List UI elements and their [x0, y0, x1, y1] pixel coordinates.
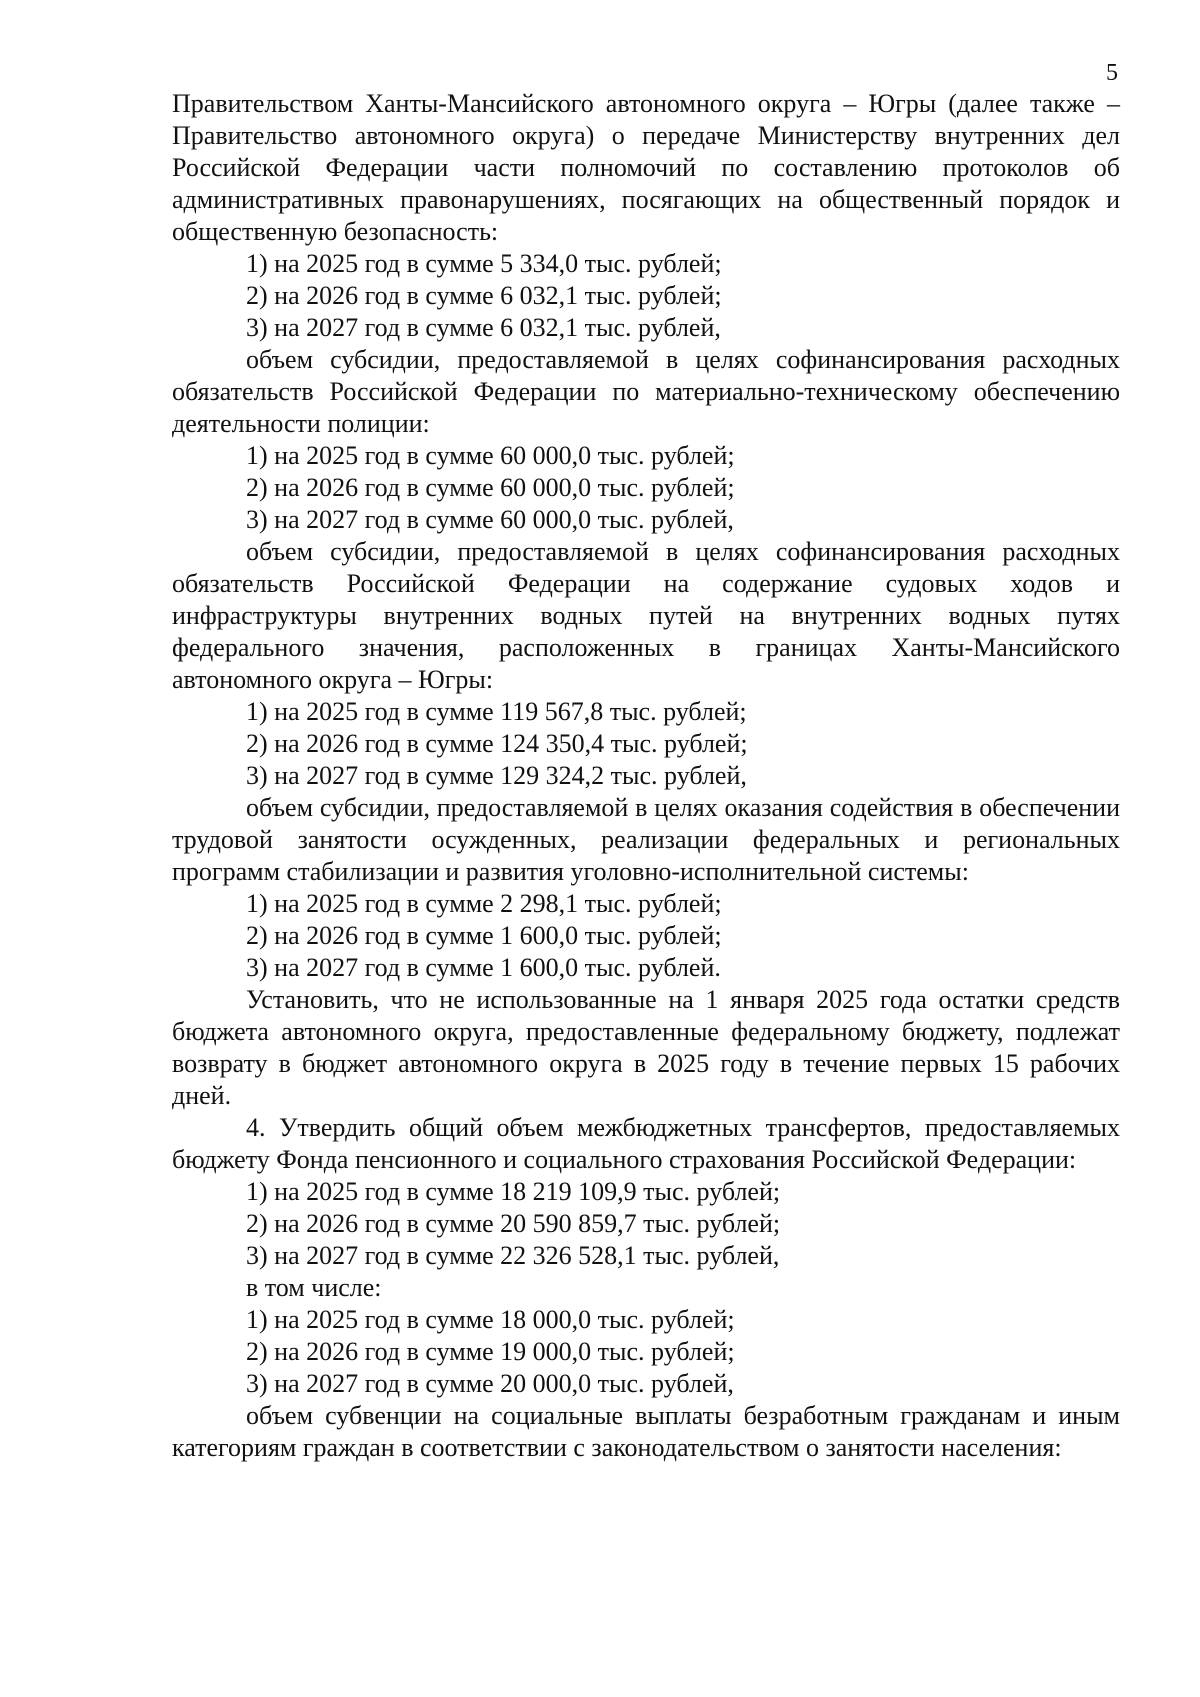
list-item: 1) на 2025 год в сумме 18 000,0 тыс. рублей;	[246, 1305, 735, 1334]
list-item: в том числе:	[246, 1273, 382, 1302]
list-item: 3) на 2027 год в сумме 20 000,0 тыс. рублей,	[246, 1369, 734, 1398]
paragraph: 4. Утвердить общий объем межбюджетных трансфертов, предоставляемых бюджету Фонда пенсионного и социального страхования Российской Федерации:	[172, 1113, 1120, 1174]
list-item: 3) на 2027 год в сумме 1 600,0 тыс. рублей.	[246, 953, 721, 982]
list-item: 2) на 2026 год в сумме 6 032,1 тыс. рублей;	[246, 281, 722, 310]
list-item: 2) на 2026 год в сумме 20 590 859,7 тыс. рублей;	[246, 1209, 781, 1238]
list-item: 2) на 2026 год в сумме 60 000,0 тыс. рублей;	[246, 473, 735, 502]
paragraph: объем субвенции на социальные выплаты безработным гражданам и иным категориям граждан в соответствии с законодательством о занятости населения:	[172, 1401, 1120, 1462]
list-item: 1) на 2025 год в сумме 2 298,1 тыс. рублей;	[246, 889, 722, 918]
list-item: 1) на 2025 год в сумме 60 000,0 тыс. рублей;	[246, 441, 735, 470]
list-item: 2) на 2026 год в сумме 19 000,0 тыс. рублей;	[246, 1337, 735, 1366]
paragraph: Установить, что не использованные на 1 января 2025 года остатки средств бюджета автономного округа, предоставленные федеральному бюджету, подлежат возврату в бюджет автономного округа в 2025 году в течение первых 15 рабочих дней.	[172, 985, 1120, 1110]
paragraph-continuation: Правительством Ханты-Мансийского автономного округа – Югры (далее также – Правительство автономного округа) о передаче Министерству внутренних дел Российской Федерации части полномочий по составлению протоколов об административных правонарушениях, посягающих на общественный порядок и общественную безопасность:	[172, 89, 1120, 246]
list-item: 2) на 2026 год в сумме 124 350,4 тыс. рублей;	[246, 729, 748, 758]
list-item: 1) на 2025 год в сумме 18 219 109,9 тыс. рублей;	[246, 1177, 781, 1206]
page-number: 5	[1106, 60, 1118, 86]
list-item: 1) на 2025 год в сумме 5 334,0 тыс. рублей;	[246, 249, 722, 278]
list-item: 3) на 2027 год в сумме 129 324,2 тыс. рублей,	[246, 761, 747, 790]
list-item: 1) на 2025 год в сумме 119 567,8 тыс. рублей;	[246, 697, 747, 726]
paragraph: объем субсидии, предоставляемой в целях оказания содействия в обеспечении трудовой занятости осужденных, реализации федеральных и региональных программ стабилизации и развития уголовно-исполнительной системы:	[172, 793, 1120, 886]
paragraph: объем субсидии, предоставляемой в целях софинансирования расходных обязательств Российской Федерации на содержание судовых ходов и инфраструктуры внутренних водных путей на внутренних водных путях федерального значения, расположенных в границах Ханты-Мансийского автономного округа – Югры:	[172, 537, 1120, 694]
list-item: 2) на 2026 год в сумме 1 600,0 тыс. рублей;	[246, 921, 722, 950]
paragraph: объем субсидии, предоставляемой в целях софинансирования расходных обязательств Российской Федерации по материально-техническому обеспечению деятельности полиции:	[172, 345, 1120, 438]
list-item: 3) на 2027 год в сумме 6 032,1 тыс. рублей,	[246, 313, 721, 342]
list-item: 3) на 2027 год в сумме 22 326 528,1 тыс. рублей,	[246, 1241, 780, 1270]
list-item: 3) на 2027 год в сумме 60 000,0 тыс. рублей,	[246, 505, 734, 534]
document-body	[172, 88, 1120, 1464]
